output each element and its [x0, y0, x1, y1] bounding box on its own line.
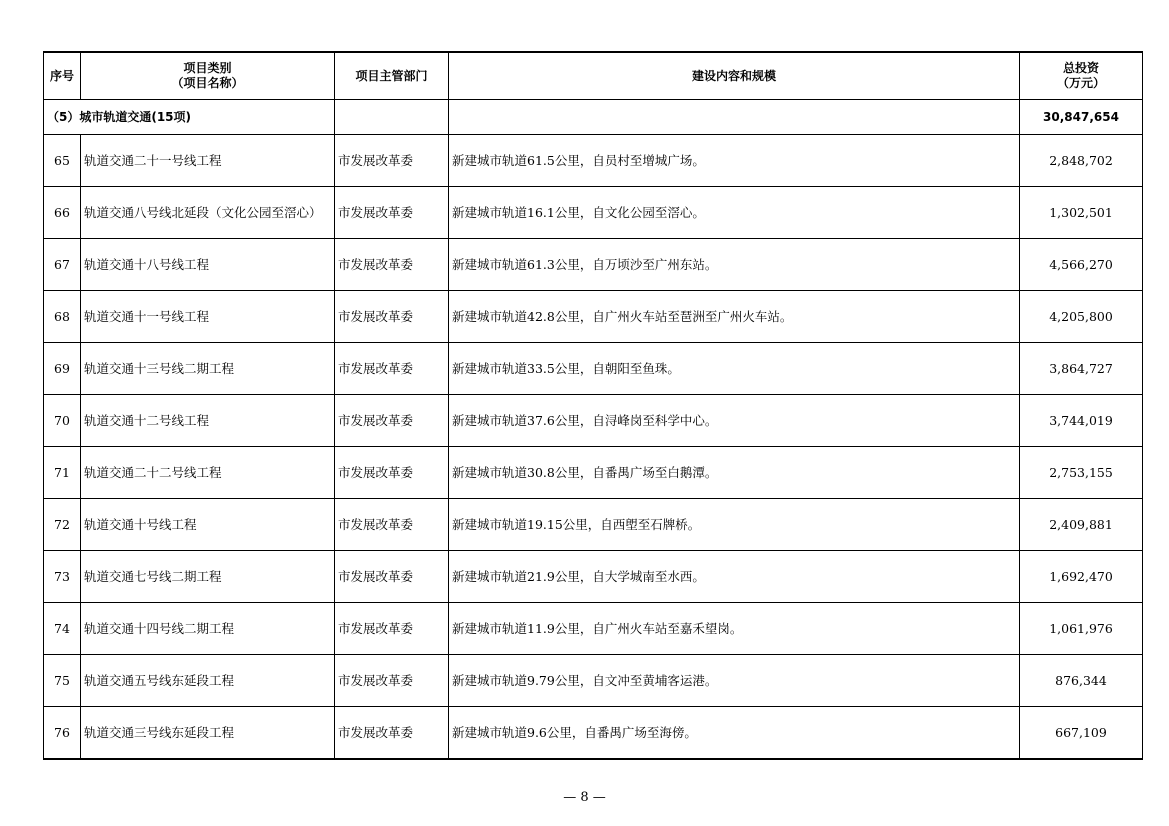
header-content: 建设内容和规模 — [449, 52, 1020, 100]
row-department: 市发展改革委 — [335, 551, 449, 603]
row-investment: 2,848,702 — [1020, 135, 1143, 187]
row-investment: 667,109 — [1020, 707, 1143, 760]
row-investment: 3,744,019 — [1020, 395, 1143, 447]
table-row — [44, 239, 1143, 291]
row-investment: 876,344 — [1020, 655, 1143, 707]
row-content: 新建城市轨道30.8公里，自番禺广场至白鹅潭。 — [449, 447, 1020, 499]
row-department: 市发展改革委 — [335, 603, 449, 655]
table-row — [44, 343, 1143, 395]
row-project-name: 轨道交通五号线东延段工程 — [81, 655, 335, 707]
table-row — [44, 395, 1143, 447]
row-investment: 1,061,976 — [1020, 603, 1143, 655]
project-table — [43, 51, 1143, 760]
table-row — [44, 499, 1143, 551]
section-empty-dept — [335, 100, 449, 135]
row-project-name: 轨道交通八号线北延段（文化公园至滘心） — [81, 187, 335, 239]
row-investment: 2,753,155 — [1020, 447, 1143, 499]
row-number: 65 — [44, 135, 81, 187]
header-invest-line2: （万元） — [1056, 76, 1105, 90]
header-dept: 项目主管部门 — [335, 52, 449, 100]
table-row — [44, 603, 1143, 655]
row-investment: 1,692,470 — [1020, 551, 1143, 603]
header-category — [81, 52, 335, 100]
table-row — [44, 655, 1143, 707]
row-department: 市发展改革委 — [335, 395, 449, 447]
row-number: 76 — [44, 707, 81, 760]
table-row — [44, 447, 1143, 499]
row-department: 市发展改革委 — [335, 447, 449, 499]
row-content: 新建城市轨道11.9公里，自广州火车站至嘉禾望岗。 — [449, 603, 1020, 655]
header-invest — [1020, 52, 1143, 100]
row-number: 72 — [44, 499, 81, 551]
row-project-name: 轨道交通十八号线工程 — [81, 239, 335, 291]
row-project-name: 轨道交通十号线工程 — [81, 499, 335, 551]
table-row — [44, 551, 1143, 603]
row-project-name: 轨道交通十四号线二期工程 — [81, 603, 335, 655]
row-department: 市发展改革委 — [335, 135, 449, 187]
row-content: 新建城市轨道16.1公里，自文化公园至滘心。 — [449, 187, 1020, 239]
row-number: 71 — [44, 447, 81, 499]
row-project-name: 轨道交通二十一号线工程 — [81, 135, 335, 187]
row-content: 新建城市轨道61.5公里，自员村至增城广场。 — [449, 135, 1020, 187]
row-project-name: 轨道交通二十二号线工程 — [81, 447, 335, 499]
row-number: 70 — [44, 395, 81, 447]
table-header-row — [44, 52, 1143, 100]
section-row — [44, 100, 1143, 135]
header-seq: 序号 — [44, 52, 81, 100]
row-number: 75 — [44, 655, 81, 707]
row-investment: 2,409,881 — [1020, 499, 1143, 551]
section-total: 30,847,654 — [1020, 100, 1143, 135]
row-number: 66 — [44, 187, 81, 239]
row-investment: 4,566,270 — [1020, 239, 1143, 291]
row-content: 新建城市轨道9.79公里，自文冲至黄埔客运港。 — [449, 655, 1020, 707]
header-category-line2: （项目名称） — [171, 76, 244, 90]
row-project-name: 轨道交通十三号线二期工程 — [81, 343, 335, 395]
row-project-name: 轨道交通十一号线工程 — [81, 291, 335, 343]
row-content: 新建城市轨道19.15公里，自西塱至石牌桥。 — [449, 499, 1020, 551]
row-investment: 4,205,800 — [1020, 291, 1143, 343]
row-content: 新建城市轨道61.3公里，自万顷沙至广州东站。 — [449, 239, 1020, 291]
row-department: 市发展改革委 — [335, 499, 449, 551]
row-number: 68 — [44, 291, 81, 343]
row-department: 市发展改革委 — [335, 343, 449, 395]
row-content: 新建城市轨道21.9公里，自大学城南至水西。 — [449, 551, 1020, 603]
row-project-name: 轨道交通三号线东延段工程 — [81, 707, 335, 760]
row-investment: 3,864,727 — [1020, 343, 1143, 395]
table-row — [44, 291, 1143, 343]
page-number: — 8 — — [563, 790, 606, 805]
row-department: 市发展改革委 — [335, 239, 449, 291]
row-department: 市发展改革委 — [335, 707, 449, 760]
table-row — [44, 187, 1143, 239]
row-project-name: 轨道交通十二号线工程 — [81, 395, 335, 447]
row-number: 74 — [44, 603, 81, 655]
header-invest-line1: 总投资 — [1062, 61, 1099, 75]
row-number: 73 — [44, 551, 81, 603]
row-content: 新建城市轨道42.8公里，自广州火车站至琶洲至广州火车站。 — [449, 291, 1020, 343]
table-row — [44, 135, 1143, 187]
table-row — [44, 707, 1143, 760]
section-empty-content — [449, 100, 1020, 135]
row-department: 市发展改革委 — [335, 655, 449, 707]
header-category-line1: 项目类别 — [183, 61, 232, 75]
row-number: 67 — [44, 239, 81, 291]
row-content: 新建城市轨道33.5公里，自朝阳至鱼珠。 — [449, 343, 1020, 395]
row-investment: 1,302,501 — [1020, 187, 1143, 239]
section-label: （5）城市轨道交通(15项) — [44, 100, 335, 135]
row-content: 新建城市轨道37.6公里，自浔峰岗至科学中心。 — [449, 395, 1020, 447]
row-department: 市发展改革委 — [335, 187, 449, 239]
row-department: 市发展改革委 — [335, 291, 449, 343]
row-content: 新建城市轨道9.6公里，自番禺广场至海傍。 — [449, 707, 1020, 760]
row-project-name: 轨道交通七号线二期工程 — [81, 551, 335, 603]
row-number: 69 — [44, 343, 81, 395]
